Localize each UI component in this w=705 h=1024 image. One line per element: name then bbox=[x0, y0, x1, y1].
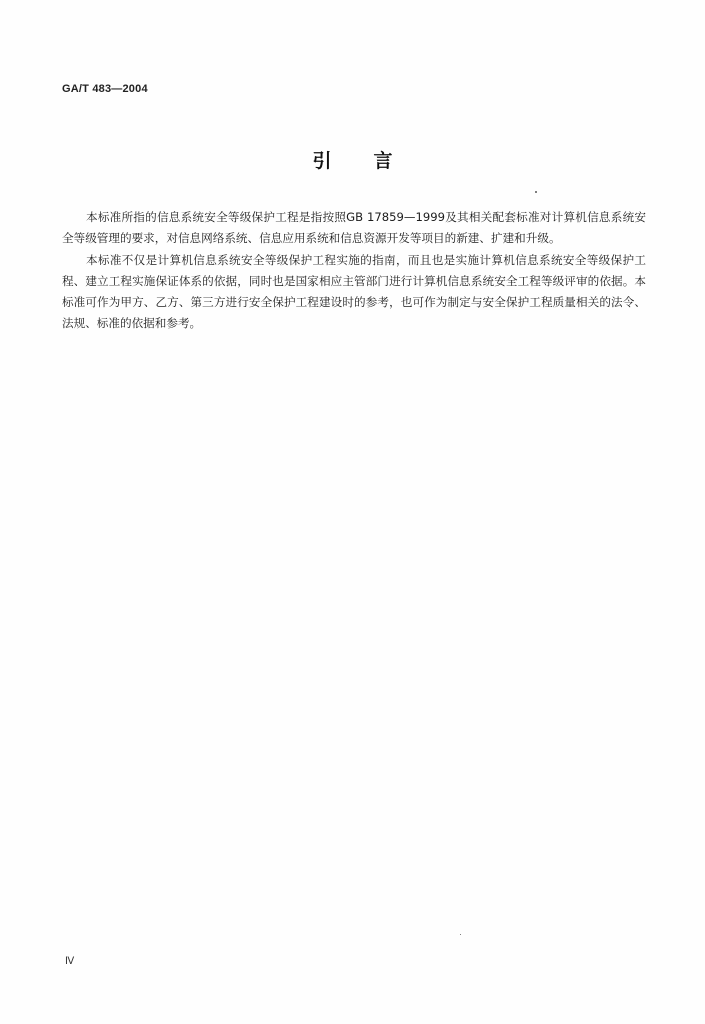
paragraph: 本标准不仅是计算机信息系统安全等级保护工程实施的指南，而且也是实施计算机信息系统安全等级保护工程、建立工程实施保证体系的依据，同时也是国家相应主管部门进行计算机信息系统安全工程等级评审的依据。本标准可作为甲方、乙方、第三方进行安全保护工程建设时的参考，也可作为制定与安全保护工程质量相关的法令、法规、标准的依据和参考。 bbox=[62, 252, 646, 331]
page-number: Ⅳ bbox=[65, 956, 75, 967]
scan-speck bbox=[460, 934, 461, 935]
standard-code: GA/T 483—2004 bbox=[62, 83, 148, 95]
paragraph: 本标准所指的信息系统安全等级保护工程是指按照GB 17859—1999及其相关配套标准对计算机信息系统安全等级管理的要求，对信息网络系统、信息应用系统和信息资源开发等项目的新建、扩建和升级。 bbox=[62, 210, 646, 246]
body-text bbox=[62, 207, 646, 335]
section-title: 引言 bbox=[312, 150, 435, 172]
scan-speck bbox=[535, 191, 537, 193]
